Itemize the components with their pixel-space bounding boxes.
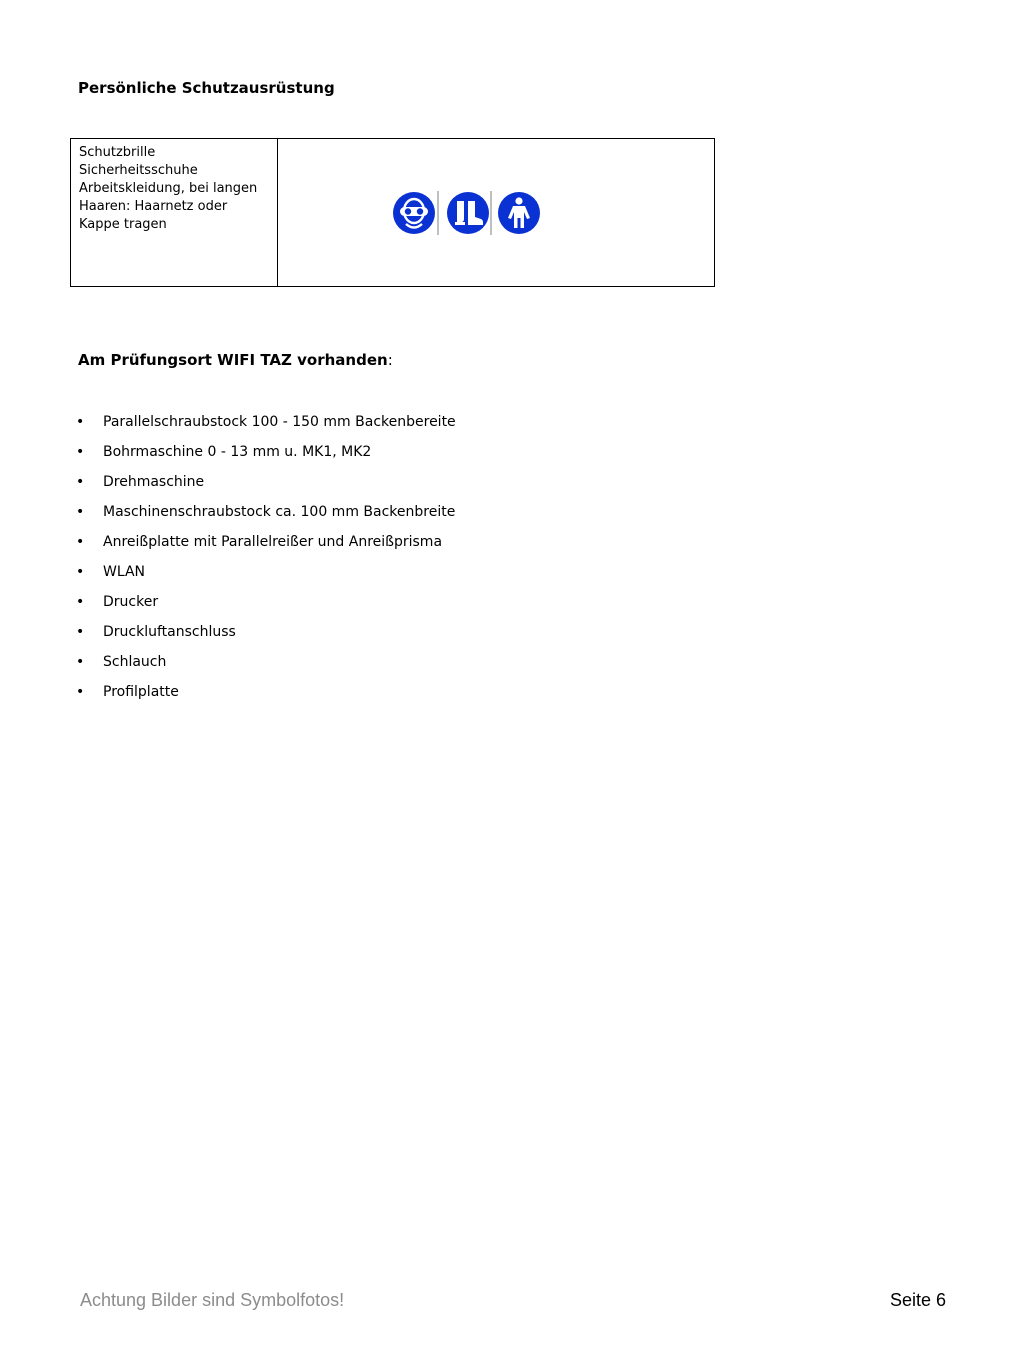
ppe-table <box>70 138 715 287</box>
bullet: • <box>76 504 85 520</box>
bullet: • <box>76 414 85 430</box>
ppe-line-hair: Haaren: Haarnetz oder <box>79 199 228 214</box>
site-heading-text: Am Prüfungsort WIFI TAZ vorhanden <box>78 351 388 369</box>
ppe-text-cell <box>71 139 278 286</box>
list-item-text: Drehmaschine <box>103 474 205 490</box>
ppe-heading: Persönliche Schutzausrüstung <box>78 79 335 97</box>
ppe-icon-cell <box>278 139 714 286</box>
safety-boots-icon <box>446 191 490 235</box>
list-item-text: Profilplatte <box>103 684 179 700</box>
list-item-text: Bohrmaschine 0 - 13 mm u. MK1, MK2 <box>103 444 372 460</box>
bullet: • <box>76 684 85 700</box>
list-item-text: Maschinenschraubstock ca. 100 mm Backenbreite <box>103 504 456 520</box>
site-heading-colon: : <box>387 351 393 369</box>
ppe-line-goggles: Schutzbrille <box>79 145 156 160</box>
ppe-line-shoes: Sicherheitsschuhe <box>79 163 198 178</box>
list-item-text: Anreißplatte mit Parallelreißer und Anreißprisma <box>103 534 443 550</box>
list-item-text: Parallelschraubstock 100 - 150 mm Backenbereite <box>103 414 456 430</box>
protective-clothing-icon <box>497 191 541 235</box>
list-item-text: Druckluftanschluss <box>103 624 236 640</box>
list-item-text: Drucker <box>103 594 159 610</box>
bullet: • <box>76 624 85 640</box>
bullet: • <box>76 534 85 550</box>
footer-note: Achtung Bilder sind Symbolfotos! <box>80 1290 345 1310</box>
list-item-text: WLAN <box>103 564 146 580</box>
ppe-line-cap: Kappe tragen <box>79 217 167 232</box>
bullet: • <box>76 564 85 580</box>
safety-goggles-icon <box>392 191 436 235</box>
sign-divider <box>490 191 492 235</box>
page-number: Seite 6 <box>889 1290 946 1310</box>
bullet: • <box>76 654 85 670</box>
bullet: • <box>76 474 85 490</box>
bullet: • <box>76 594 85 610</box>
ppe-line-clothing: Arbeitskleidung, bei langen <box>79 181 258 196</box>
bullet: • <box>76 444 85 460</box>
list-item-text: Schlauch <box>103 654 167 670</box>
site-heading <box>78 351 393 369</box>
sign-divider <box>437 191 439 235</box>
